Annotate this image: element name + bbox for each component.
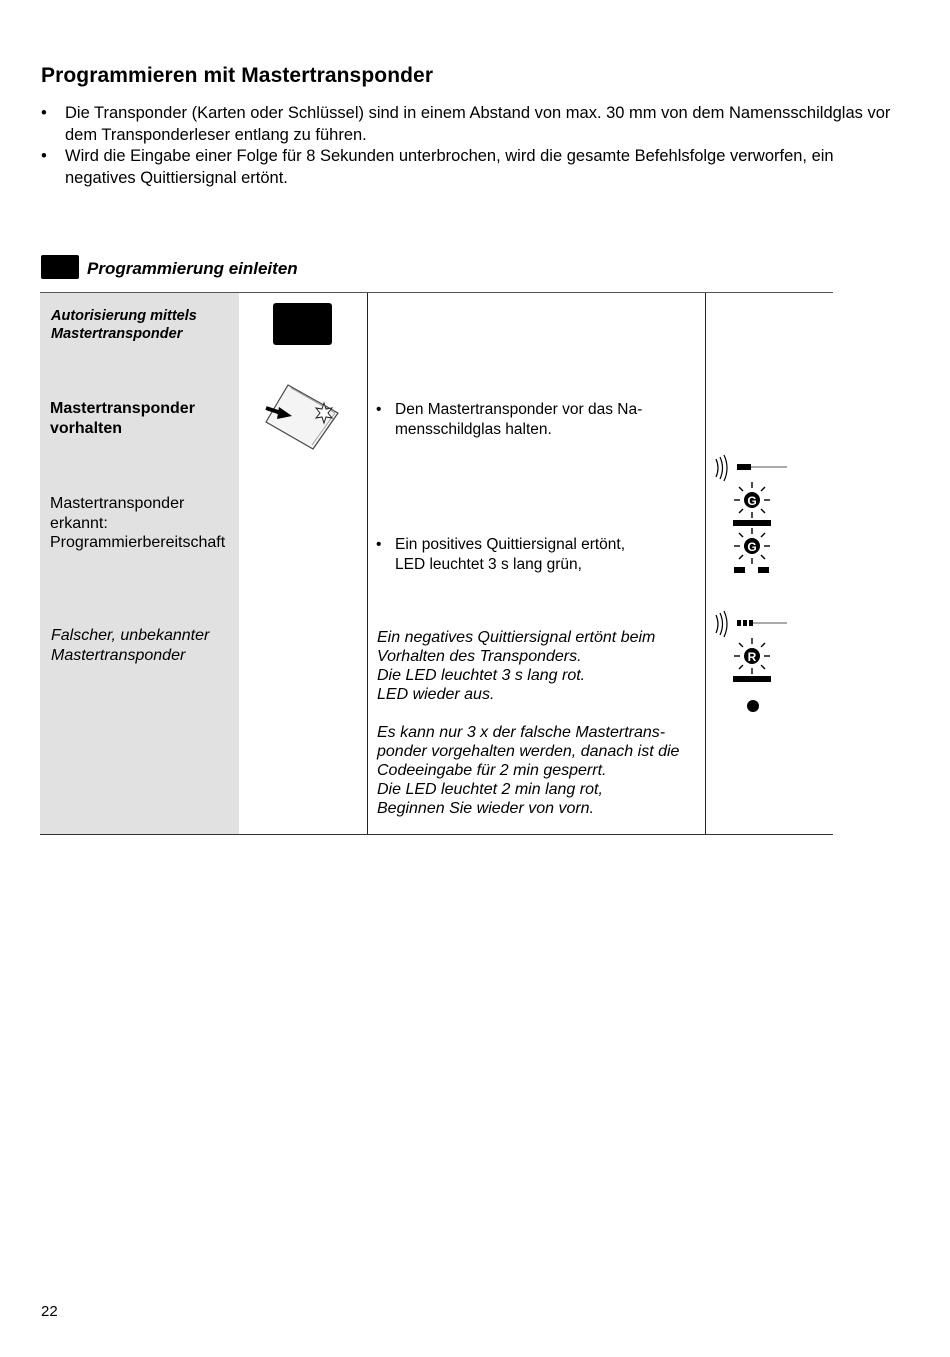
column-divider [367, 293, 368, 834]
transponder-card-icon [262, 380, 342, 454]
led-green-icon [730, 482, 774, 528]
svg-text:G: G [747, 494, 757, 508]
negative-tone-icon [712, 611, 792, 637]
led-green-blink-icon [730, 528, 774, 574]
master-key-icon [273, 303, 332, 345]
section-title: Programmierung einleiten [87, 259, 298, 278]
svg-text:R: R [747, 650, 757, 664]
row1-label: Autorisierung mittels Mastertransponder [51, 308, 197, 342]
page-number: 22 [41, 1303, 58, 1320]
row4-label: Falscher, unbekannter Mastertransponder [51, 627, 210, 664]
row4-description: Ein negatives Quittiersignal ertönt beim Vorhalten des Transponders. Die LED leuchtet 3 s lang rot. LED wieder aus. Es kann nur 3 x der falsche Mastertrans- ponder vorgehalten werden, danach ist die Codeeingabe für 2 min gesperrt. Die LED leuchtet 2 min lang rot, Beginnen Sie wieder von vorn. [377, 629, 680, 817]
intro-item: • Die Transponder (Karten oder Schlüssel) sind in einem Abstand von max. 30 mm von dem Namensschildglas vor dem Transponderleser entlang zu führen. [41, 103, 901, 146]
section-heading [41, 251, 298, 279]
positive-tone-icon [712, 455, 792, 481]
row2-label: Mastertransponder vorhalten [50, 400, 195, 437]
led-red-icon [730, 638, 774, 684]
row3-label: Mastertransponder erkannt: Programmierbereitschaft [50, 495, 226, 551]
row2-description: • Den Mastertransponder vor das Na- mensschildglas halten. [376, 400, 950, 439]
led-off-icon [746, 699, 760, 713]
row3-description: • Ein positives Quittiersignal ertönt, LED leuchtet 3 s lang grün, [376, 535, 950, 574]
intro-item: • Wird die Eingabe einer Folge für 8 Sekunden unterbrochen, wird die gesamte Befehlsfolge verworfen, ein negatives Quittiersignal ertönt. [41, 146, 901, 189]
label-column [40, 293, 239, 834]
key-symbol-icon [41, 255, 79, 279]
intro-list [41, 103, 901, 189]
programming-table [40, 292, 833, 835]
page-title: Programmieren mit Mastertransponder [41, 64, 434, 87]
svg-text:G: G [747, 540, 757, 554]
